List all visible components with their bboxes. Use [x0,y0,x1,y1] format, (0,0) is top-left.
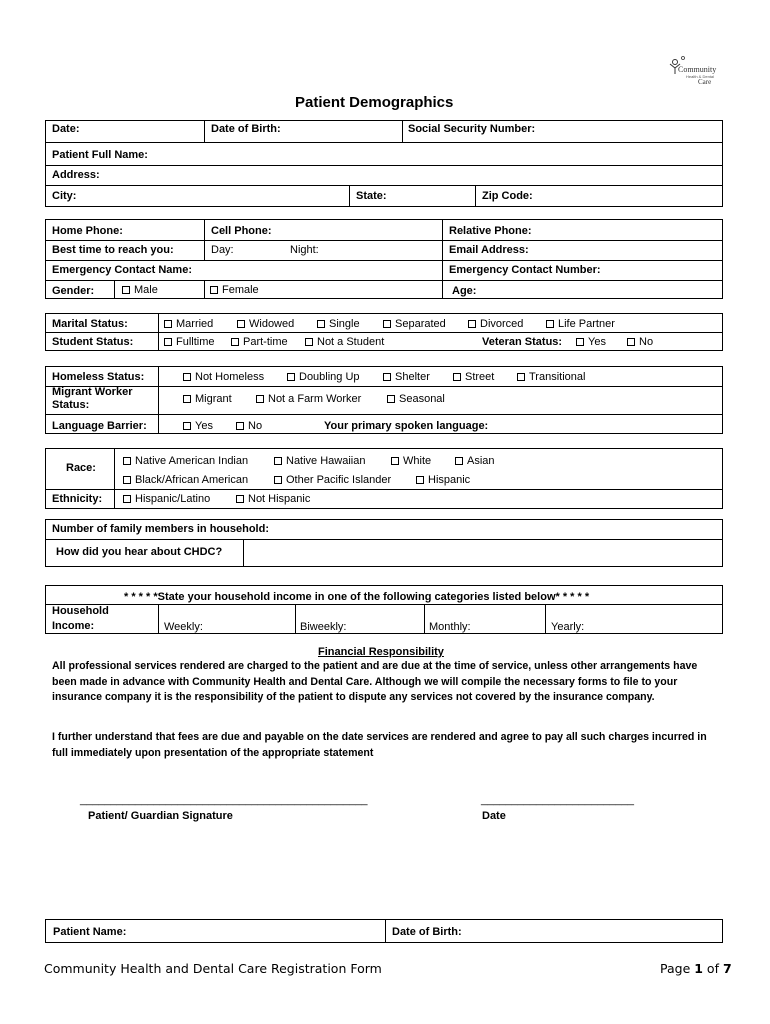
parttime-checkbox[interactable] [231,336,288,349]
veteran-label: Veteran Status: [482,336,563,348]
ethnicity-label: Ethnicity: [52,493,103,505]
checkbox-icon [287,373,295,381]
footer-form-name: Community Health and Dental Care Registration Form [44,961,382,976]
dob-field[interactable]: Date of Birth: [211,123,281,135]
community-health-logo [666,54,726,86]
page-total: 7 [722,961,732,976]
migrant-option-label: Migrant [195,393,232,405]
bottom-dob-field[interactable]: Date of Birth: [392,926,462,938]
veteran-no-label: No [639,336,654,348]
migrant-label-2: Status: [52,399,90,411]
emergency-number-field[interactable]: Emergency Contact Number: [449,264,601,276]
hispanic-race-checkbox[interactable] [416,474,470,487]
checkbox-icon [383,373,391,381]
native-american-label: Native American Indian [135,455,249,467]
male-label: Male [134,284,158,296]
street-checkbox[interactable] [453,371,494,384]
checkbox-icon [317,320,325,328]
logo-text-3: Care [698,78,712,86]
language-yes-label: Yes [195,420,213,432]
cell-phone-field[interactable]: Cell Phone: [211,225,272,237]
checkbox-icon [183,422,191,430]
female-checkbox[interactable] [210,284,259,297]
date-line[interactable]: _________________________ [481,794,634,806]
checkbox-icon [305,338,313,346]
date-label: Date [482,810,506,822]
hispanic-race-label: Hispanic [428,474,471,486]
pacific-label: Other Pacific Islander [286,474,392,486]
checkbox-icon [210,286,218,294]
checkbox-icon [453,373,461,381]
transitional-label: Transitional [529,371,586,383]
age-field[interactable]: Age: [452,285,477,297]
relative-phone-field[interactable]: Relative Phone: [449,225,532,237]
white-label: White [403,455,432,467]
address-field[interactable]: Address: [52,169,100,181]
shelter-label: Shelter [395,371,430,383]
not-homeless-label: Not Homeless [195,371,265,383]
checkbox-icon [274,476,282,484]
not-homeless-checkbox[interactable] [183,371,264,384]
not-farm-label: Not a Farm Worker [268,393,362,405]
financial-paragraph-1: All professional services rendered are charged to the patient and are due at the time of service, unless other arrangements have been made in advance with Community Health and Dental Care. Although we will compile the necessary forms to file to your insurance company it is the responsibility of the patient to dispute any services not covered by the insurance company. [52,660,698,703]
asian-label: Asian [467,455,495,467]
single-label: Single [329,318,360,330]
page-of: of [702,961,723,976]
checkbox-icon [468,320,476,328]
not-hispanic-label: Not Hispanic [248,493,311,505]
checkbox-icon [236,422,244,430]
veteran-yes-label: Yes [588,336,606,348]
checkbox-icon [627,338,635,346]
city-field[interactable]: City: [52,190,77,202]
doubling-up-label: Doubling Up [299,371,360,383]
checkbox-icon [164,320,172,328]
fulltime-label: Fulltime [176,336,215,348]
state-field[interactable]: State: [356,190,387,202]
migrant-checkbox[interactable] [183,393,232,406]
language-barrier-label: Language Barrier: [52,420,147,432]
zip-field[interactable]: Zip Code: [482,190,533,202]
checkbox-icon [164,338,172,346]
income-label-2: Income: [52,620,95,632]
checkbox-icon [123,476,131,484]
language-no-label: No [248,420,263,432]
checkbox-icon [237,320,245,328]
checkbox-icon [546,320,554,328]
migrant-label-1: Migrant Worker [52,386,133,398]
pacific-checkbox[interactable] [274,474,391,487]
transitional-checkbox[interactable] [517,371,585,384]
family-members-field[interactable]: Number of family members in household: [52,523,269,535]
not-student-checkbox[interactable] [305,336,384,349]
checkbox-icon [517,373,525,381]
checkbox-icon [123,457,131,465]
shelter-checkbox[interactable] [383,371,430,384]
checkbox-icon [416,476,424,484]
hear-about-field[interactable]: How did you hear about CHDC? [56,546,223,558]
income-header: * * * * *State your household income in one of the following categories listed below* * * * * [124,591,590,603]
native-american-checkbox[interactable] [123,455,248,468]
female-label: Female [222,284,259,296]
bottom-patient-name-field[interactable]: Patient Name: [53,926,127,938]
signature-line[interactable]: _______________________________________________ [80,794,368,806]
seasonal-checkbox[interactable] [387,393,445,406]
language-no-checkbox[interactable] [236,420,262,433]
black-checkbox[interactable] [123,474,248,487]
footer-page-number [660,962,732,975]
income-label-1: Household [52,605,109,617]
spoken-language-field[interactable]: Your primary spoken language: [324,420,489,432]
section-bottom [45,919,723,943]
checkbox-icon [383,320,391,328]
widowed-label: Widowed [249,318,295,330]
hispanic-latino-label: Hispanic/Latino [135,493,211,505]
page-prefix: Page [660,961,695,976]
checkbox-icon [576,338,584,346]
male-checkbox[interactable] [122,284,158,297]
veteran-yes-checkbox[interactable] [576,336,606,349]
financial-paragraph-2: I further understand that fees are due and payable on the date services are rendered and agree to pay all such charges incurred in full immediately upon presentation of the appropriate statement [52,731,707,759]
checkbox-icon [387,395,395,403]
street-label: Street [465,371,495,383]
monthly-field[interactable]: Monthly: [429,621,471,633]
full-name-field[interactable]: Patient Full Name: [52,149,148,161]
page-num: 1 [694,961,703,976]
yearly-field[interactable]: Yearly: [551,621,585,633]
black-label: Black/African American [135,474,249,486]
race-label: Race: [66,462,96,474]
divorced-label: Divorced [480,318,524,330]
separated-checkbox[interactable] [383,318,446,331]
checkbox-icon [183,395,191,403]
checkbox-icon [274,457,282,465]
separated-label: Separated [395,318,446,330]
day-field[interactable]: Day: [211,244,234,256]
checkbox-icon [231,338,239,346]
native-hawaiian-checkbox[interactable] [274,455,365,468]
gender-label: Gender: [52,285,95,297]
seasonal-label: Seasonal [399,393,445,405]
not-farm-checkbox[interactable] [256,393,361,406]
best-time-label: Best time to reach you: [52,244,174,256]
checkbox-icon [183,373,191,381]
asian-checkbox[interactable] [455,455,495,468]
student-label: Student Status: [52,336,134,348]
logo-text-2: Health & Dental [686,74,715,79]
night-field[interactable]: Night: [290,244,319,256]
homeless-label: Homeless Status: [52,371,145,383]
logo-text-1: Community [678,65,717,74]
biweekly-field[interactable]: Biweekly: [300,621,347,633]
date-field[interactable]: Date: [52,123,80,135]
checkbox-icon [236,495,244,503]
emergency-name-field[interactable]: Emergency Contact Name: [52,264,192,276]
widowed-checkbox[interactable] [237,318,294,331]
signature-label: Patient/ Guardian Signature [88,810,233,822]
not-student-label: Not a Student [317,336,385,348]
checkbox-icon [455,457,463,465]
white-checkbox[interactable] [391,455,431,468]
weekly-field[interactable]: Weekly: [164,621,203,633]
checkbox-icon [123,495,131,503]
life-partner-checkbox[interactable] [546,318,615,331]
page-title: Patient Demographics [295,94,454,111]
language-yes-checkbox[interactable] [183,420,213,433]
checkbox-icon [122,286,130,294]
not-hispanic-checkbox[interactable] [236,493,310,506]
checkbox-icon [391,457,399,465]
email-field[interactable]: Email Address: [449,244,529,256]
doubling-up-checkbox[interactable] [287,371,360,384]
single-checkbox[interactable] [317,318,360,331]
divorced-checkbox[interactable] [468,318,523,331]
financial-heading: Financial Responsibility [318,646,444,658]
checkbox-icon [256,395,264,403]
fulltime-checkbox[interactable] [164,336,215,349]
parttime-label: Part-time [243,336,288,348]
marital-label: Marital Status: [52,318,128,330]
life-partner-label: Life Partner [558,318,615,330]
native-hawaiian-label: Native Hawaiian [286,455,366,467]
married-label: Married [176,318,214,330]
home-phone-field[interactable]: Home Phone: [52,225,123,237]
hispanic-latino-checkbox[interactable] [123,493,210,506]
married-checkbox[interactable] [164,318,213,331]
veteran-no-checkbox[interactable] [627,336,653,349]
ssn-field[interactable]: Social Security Number: [408,123,536,135]
